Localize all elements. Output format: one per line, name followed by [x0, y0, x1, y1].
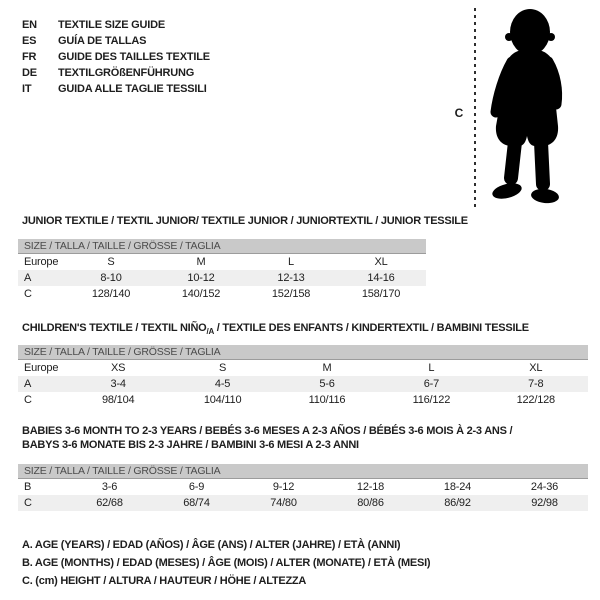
section-title-text: CHILDREN'S TEXTILE / TEXTIL NIÑO [22, 322, 207, 334]
height-measure-dashed-line [474, 8, 476, 211]
table-row-age-months [18, 479, 588, 495]
size-value: 140/152 [181, 288, 221, 300]
table-header-row [18, 254, 426, 270]
height-measure-label: C [454, 106, 464, 120]
toddler-silhouette-image [484, 6, 572, 208]
table-row-height [18, 495, 588, 511]
children-size-table [18, 360, 588, 408]
lang-row-es [22, 33, 210, 49]
section-title-babies [22, 424, 512, 452]
lang-title: TEXTILE SIZE GUIDE [58, 19, 166, 31]
col-header: S [219, 362, 227, 374]
region-label: Europe [24, 256, 59, 268]
size-value: 110/116 [308, 394, 346, 406]
size-header-bar [18, 239, 426, 254]
size-value: 68/74 [183, 497, 210, 509]
lang-row-it [22, 81, 210, 97]
size-value: 98/104 [101, 394, 135, 406]
lang-code: DE [22, 67, 37, 79]
lang-title: TEXTILGRÖßENFÜHRUNG [58, 67, 195, 79]
row-label: B [24, 481, 32, 493]
size-value: 24-36 [530, 481, 559, 493]
table-row-age [18, 270, 426, 286]
table-row-age [18, 376, 588, 392]
col-header: L [428, 362, 435, 374]
row-label: C [24, 288, 32, 300]
table-header-row [18, 360, 588, 376]
size-value: 3-4 [110, 378, 126, 390]
table-row-height [18, 286, 426, 302]
size-value: 86/92 [444, 497, 471, 509]
size-value: 5-6 [319, 378, 335, 390]
size-value: 7-8 [528, 378, 544, 390]
size-header-text: SIZE / TALLA / TAILLE / GRÖSSE / TAGLIA [24, 465, 221, 477]
size-header-bar [18, 464, 588, 479]
section-title-children [22, 321, 529, 339]
size-value: 116/122 [412, 394, 451, 406]
row-label: C [24, 394, 32, 406]
size-value: 18-24 [443, 481, 472, 493]
col-header: S [107, 256, 115, 268]
size-value: 12-13 [277, 272, 305, 284]
size-value: 14-16 [367, 272, 395, 284]
language-title-block [22, 17, 210, 97]
lang-code: EN [22, 19, 37, 31]
col-header: XL [374, 256, 388, 268]
size-value: 10-12 [187, 272, 215, 284]
size-value: 122/128 [516, 394, 555, 406]
size-value: 104/110 [203, 394, 242, 406]
size-value: 158/170 [361, 288, 401, 300]
size-value: 9-12 [272, 481, 295, 493]
lang-row-en [22, 17, 210, 33]
size-value: 12-18 [356, 481, 385, 493]
footnote-age-years: A. AGE (YEARS) / EDAD (AÑOS) / ÂGE (ANS) / ALTER (JAHRE) / ETÀ (ANNI) [22, 539, 401, 551]
lang-code: FR [22, 51, 37, 63]
lang-code: ES [22, 35, 37, 47]
col-header: XL [529, 362, 543, 374]
footnote-age-months: B. AGE (MONTHS) / EDAD (MESES) / ÂGE (MOIS) / ALTER (MONATE) / ETÀ (MESI) [22, 557, 431, 569]
col-header: XS [111, 362, 126, 374]
size-value: 4-5 [214, 378, 231, 390]
footnote-height: C. (cm) HEIGHT / ALTURA / HAUTEUR / HÖHE / ALTEZZA [22, 575, 307, 587]
col-header: M [196, 256, 206, 268]
junior-size-table [18, 254, 426, 302]
row-label: C [24, 497, 32, 509]
section-title-text: / TEXTILE DES ENFANTS / KINDERTEXTIL / BAMBINI TESSILE [213, 322, 529, 334]
col-header: L [288, 256, 294, 268]
size-value: 62/68 [96, 497, 123, 509]
size-value: 3-6 [101, 481, 118, 493]
size-value: 6-9 [188, 481, 205, 493]
size-value: 8-10 [100, 272, 122, 284]
size-value: 80/86 [357, 497, 384, 509]
region-label: Europe [24, 362, 59, 374]
lang-row-fr [22, 49, 210, 65]
lang-title: GUIDA ALLE TAGLIE TESSILI [58, 83, 207, 95]
size-value: 74/80 [270, 497, 297, 509]
size-value: 152/158 [271, 288, 311, 300]
size-value: 92/98 [531, 497, 558, 509]
col-header: M [322, 362, 332, 374]
babies-size-table [18, 479, 588, 511]
size-header-text: SIZE / TALLA / TAILLE / GRÖSSE / TAGLIA [24, 346, 221, 358]
lang-code: IT [22, 83, 32, 95]
size-value: 128/140 [91, 288, 131, 300]
table-row-height [18, 392, 588, 408]
size-header-text: SIZE / TALLA / TAILLE / GRÖSSE / TAGLIA [24, 240, 221, 252]
section-title-junior: JUNIOR TEXTILE / TEXTIL JUNIOR/ TEXTILE JUNIOR / JUNIORTEXTIL / JUNIOR TESSILE [22, 215, 468, 227]
section-title-subscript: /A [206, 327, 214, 337]
lang-title: GUÍA DE TALLAS [58, 35, 147, 47]
footnotes-block [22, 536, 430, 590]
section-title-line2: BABYS 3-6 MONATE BIS 2-3 JAHRE / BAMBINI 3-6 MESI A 2-3 ANNI [22, 439, 359, 451]
lang-title: GUIDE DES TAILLES TEXTILE [58, 51, 210, 63]
lang-row-de [22, 65, 210, 81]
size-header-bar [18, 345, 588, 360]
row-label: A [24, 378, 32, 390]
size-value: 6-7 [423, 378, 440, 390]
section-title-line1: BABIES 3-6 MONTH TO 2-3 YEARS / BEBÉS 3-6 MESES A 2-3 AÑOS / BÉBÉS 3-6 MOIS À 2-3 ANS / [22, 425, 513, 437]
row-label: A [24, 272, 32, 284]
